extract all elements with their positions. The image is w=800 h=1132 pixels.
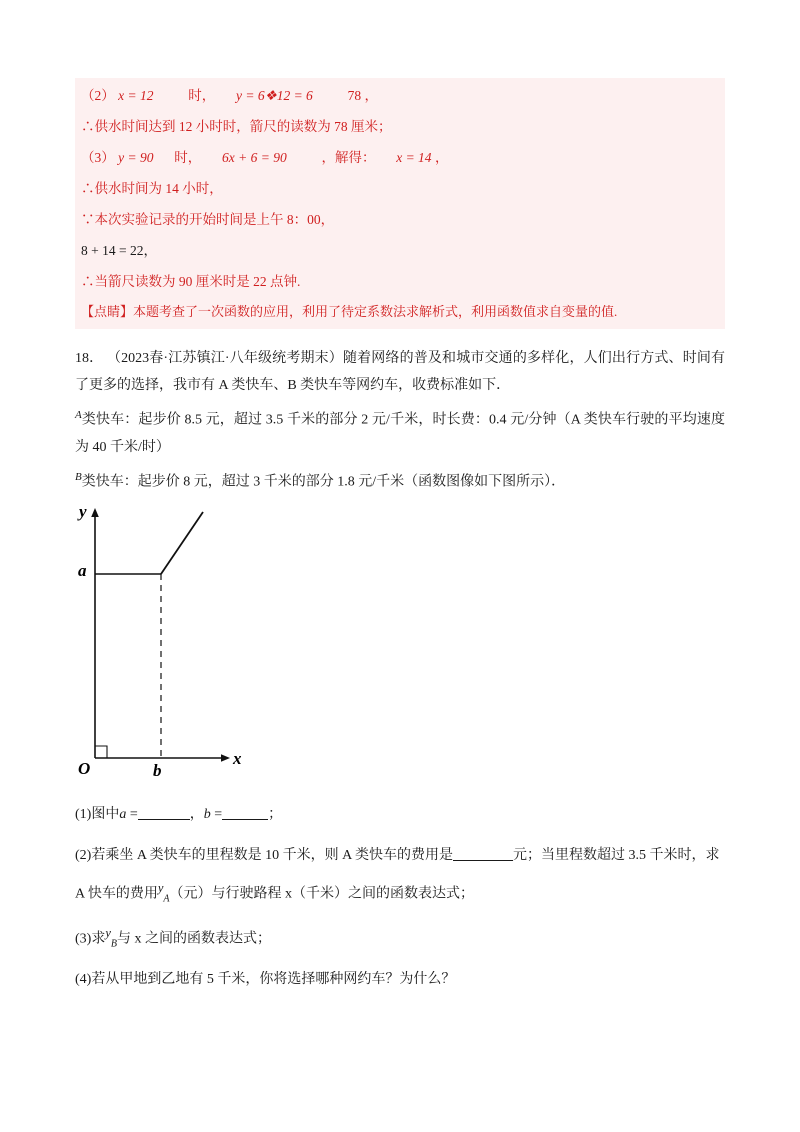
solution-tip: 【点睛】本题考查了一次函数的应用，利用了待定系数法求解析式，利用函数值求自变量的值.	[81, 304, 618, 320]
problem-class-a	[75, 405, 725, 461]
question-3	[75, 918, 725, 957]
problem-number: 18．	[75, 350, 104, 366]
label-part-3: （3）	[81, 149, 115, 165]
math-x-equals-12: x = 12	[118, 88, 154, 103]
class-a-marker: A	[75, 409, 82, 422]
math-y-equals-90: y = 90	[118, 149, 154, 165]
question-2	[75, 839, 725, 912]
class-b-marker: B	[75, 471, 82, 484]
text-solved: ，解得：	[321, 149, 376, 165]
problem-source: （2023春·江苏镇江·八年级统考期末）	[106, 350, 343, 366]
function-subscript-b: B	[110, 938, 117, 950]
text-when: 时，	[188, 88, 216, 103]
question-2-text-1: (2)若乘坐 A 类快车的里程数是 10 千米，则 A 类快车的费用是	[75, 847, 453, 863]
graph-rising-segment	[161, 512, 203, 574]
question-2-text-3: （元）与行驶路程 x（千米）之间的函数表达式；	[169, 886, 475, 902]
function-graph	[75, 502, 725, 788]
x-axis-arrow	[221, 755, 230, 763]
y-axis-arrow	[91, 508, 99, 517]
punctuation: ，	[364, 88, 378, 103]
question-3-text-2: 与 x 之间的函数表达式；	[117, 931, 271, 947]
solution-conclusion-1: ∴供水时间达到 12 小时时，箭尺的读数为 78 厘米；	[81, 118, 392, 134]
problem-18	[75, 345, 725, 497]
a-value-label: a	[78, 561, 87, 581]
solution-block	[75, 78, 725, 329]
question-1-suffix: ；	[268, 807, 283, 823]
question-1-var-b: b	[203, 807, 211, 823]
graph-svg	[75, 506, 325, 788]
text-when: 时，	[174, 149, 202, 165]
solution-conclusion-4: ∴当箭尺读数为 90 厘米时是 22 点钟.	[81, 273, 301, 289]
question-1-eq2: =	[210, 807, 223, 823]
class-b-text: 类快车：起步价 8 元，超过 3 千米的部分 1.8 元/千米（函数图像如下图所示）．	[81, 475, 566, 491]
b-value-label: b	[153, 761, 162, 781]
function-symbol-yb: y	[105, 925, 111, 940]
math-equation-6x-plus-6: 6x + 6 = 90	[221, 149, 287, 165]
x-axis-label: x	[233, 749, 242, 769]
y-axis-label: y	[79, 502, 87, 522]
problem-stem-text: 随着网络的普及和城市交通的多样化，人们出行方式、时间有了更多的选择，我市有 A 类快车、B 类快车等网约车，收费标准如下．	[75, 350, 726, 393]
label-part-2: （2）	[81, 88, 115, 103]
class-a-text: 类快车：起步价 8.5 元，超过 3.5 千米的部分 2 元/千米，时长费：0.4 元/分钟（A 类快车行驶的平均速度为 40 千米/时）	[75, 412, 725, 456]
answer-blank-b[interactable]	[222, 805, 268, 820]
question-list	[75, 798, 725, 997]
answer-blank-fee[interactable]	[453, 846, 513, 861]
math-y-expression: y = 6❖12 = 6	[235, 88, 313, 103]
origin-label: O	[78, 759, 91, 779]
question-1	[75, 798, 725, 832]
solution-line-3	[81, 148, 719, 169]
math-result-78: 78	[347, 88, 362, 103]
punctuation: ，	[434, 149, 449, 165]
page-content	[75, 78, 725, 1003]
solution-conclusion-2: ∴供水时间为 14 小时，	[81, 180, 223, 196]
math-x-equals-14: x = 14	[396, 149, 432, 165]
question-3-text-1: (3)求	[75, 931, 106, 947]
solution-conclusion-3: ∵本次实验记录的开始时间是上午 8：00，	[81, 211, 335, 227]
answer-blank-a[interactable]	[138, 805, 190, 820]
function-subscript-a: A	[163, 893, 170, 905]
question-1-prefix: (1)图中	[75, 807, 120, 823]
question-1-sep: ，	[189, 807, 204, 823]
function-symbol-ya: y	[157, 880, 164, 895]
right-angle-mark	[95, 746, 107, 758]
solution-line-2	[81, 86, 719, 107]
problem-stem	[75, 345, 725, 400]
question-1-var-a: a	[119, 807, 127, 823]
question-2-text-2: 元；当里程数超过 3.5 千米时，求 A 快车的费用	[75, 847, 720, 902]
problem-class-b	[75, 467, 725, 496]
question-1-eq1: =	[126, 807, 138, 823]
question-4: (4)若从甲地到乙地有 5 千米，你将选择哪种网约车？为什么？	[75, 971, 456, 987]
solution-calculation: 8 + 14 = 22，	[81, 242, 157, 258]
